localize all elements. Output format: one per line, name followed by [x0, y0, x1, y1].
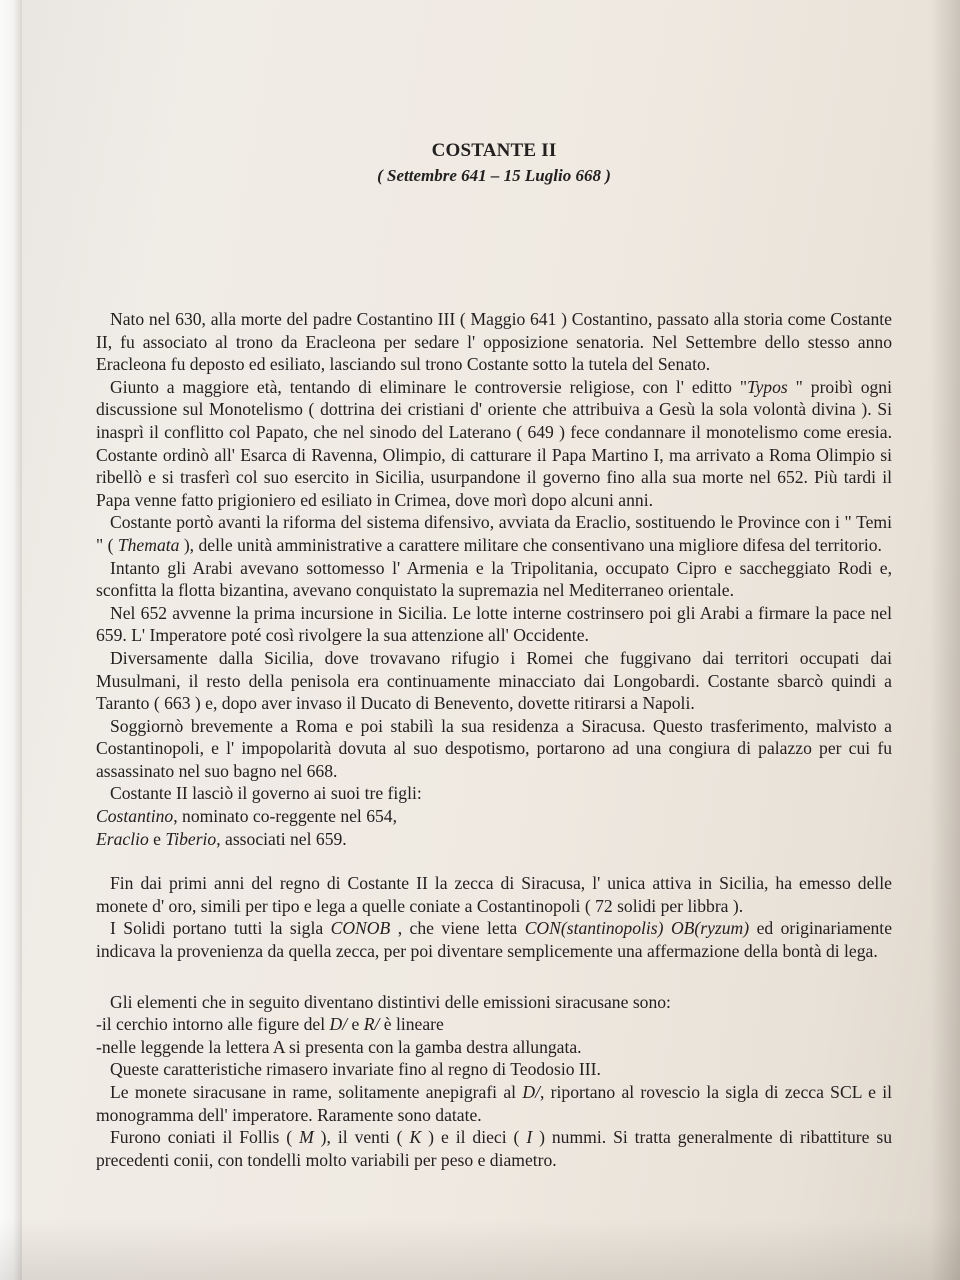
paragraph-9 — [96, 805, 892, 828]
paragraph-1: Nato nel 630, alla morte del padre Costantino III ( Maggio 641 ) Costantino, passato alla storia come Costante II, fu associato al trono da Eracleona per sedare l' opposizione senatoria. Nel Settembre dello stesso anno Eracleona fu deposto ed esiliato, lasciando sul trono Costante sotto la tutela del Senato. — [96, 309, 892, 375]
paragraph-10 — [96, 828, 892, 851]
paragraph-2 — [96, 376, 892, 512]
paragraph-14-part-e: è lineare — [379, 1014, 444, 1035]
page-binding — [0, 0, 22, 1280]
heir-eraclio: Eraclio — [96, 828, 149, 849]
page-bottom-shadow — [0, 1220, 960, 1280]
text-body — [96, 308, 892, 1171]
heir-conjunction: e — [148, 828, 166, 849]
paragraph-15: -nelle leggende la lettera A si presenta con la gamba destra allungata. — [96, 1036, 582, 1057]
paragraph-7: Soggiornò brevemente a Roma e poi stabilì la sua residenza a Siracusa. Questo trasferimento, malvisto a Costantinopoli, e l' impopolarità dovuta al suo despotismo, portarono ad una congiura di palazzo per cui fu assassinato nel suo bagno nel 668. — [96, 715, 892, 781]
paragraph-18 — [96, 1126, 892, 1171]
paragraph-3-part-a: Costante portò avanti la riforma del sistema difensivo, avviata da Eraclio, sostituendo le Province con i " Temi " ( — [96, 512, 892, 555]
page-edge-shadow — [930, 0, 960, 1280]
paragraph-17-part-a: Le monete siracusane in rame, solitamente anepigrafi al — [110, 1082, 523, 1102]
paragraph-18-part-e: ) e il dieci ( — [421, 1127, 527, 1148]
paragraph-17 — [96, 1081, 892, 1126]
paragraph-12-part-a: I Solidi portano tutti la sigla — [110, 918, 331, 939]
paragraph-3-themata: Themata — [117, 534, 180, 555]
page-content — [96, 140, 892, 1171]
heir-tiberio: Tiberio — [165, 828, 217, 849]
paragraph-18-part-g: ) nummi. Si tratta generalmente di ribattiture su precedenti conii, con tondelli molto variabili per peso e diametro. — [96, 1127, 892, 1170]
heir-costantino: Costantino — [96, 806, 174, 827]
paragraph-5: Nel 652 avvenne la prima incursione in Sicilia. Le lotte interne costrinsero poi gli Arabi a firmare la pace nel 659. L' Imperatore poté così rivolgere la sua attenzione all' Occidente. — [96, 602, 892, 646]
paragraph-12-part-c: , che viene letta — [390, 918, 525, 939]
paragraph-17-part-c: , riportano al rovescio la sigla di zecca SCL e il monogramma dell' imperatore. Raramente sono datate. — [96, 1082, 892, 1125]
paragraph-14-part-c: e — [347, 1014, 364, 1035]
paragraph-2-typos: Typos — [747, 376, 788, 397]
paragraph-4: Intanto gli Arabi avevano sottomesso l' Armenia e la Tripolitania, occupato Cipro e saccheggiato Rodi e, sconfitta la flotta bizantina, avevano conquistato la supremazia nel Mediterraneo orientale. — [96, 557, 892, 601]
paragraph-6: Diversamente dalla Sicilia, dove trovavano rifugio i Romei che fuggivano dai territori occupati dai Musulmani, il resto della penisola era continuamente minacciato dai Longobardi. Costante sbarcò quindi a Taranto ( 663 ) e, dopo aver invaso il Ducato di Benevento, dovette ritirarsi a Napoli. — [96, 647, 892, 714]
follis-mark: M — [299, 1127, 314, 1148]
paragraph-3-part-c: ), delle unità amministrative a carattere militare che consentivano una migliore difesa del territorio. — [179, 534, 882, 555]
heir-eraclio-tiberio-note: , associati nel 659. — [216, 828, 347, 849]
paragraph-16: Queste caratteristiche rimasero invariate fino al regno di Teodosio III. — [110, 1059, 601, 1080]
paragraph-12-part-e: ed originariamente indicava la provenienza da quella zecca, per poi diventare semplicemente una affermazione della bontà di lega. — [96, 918, 893, 962]
obverse-abbrev: D/ — [329, 1014, 348, 1035]
venti-mark: K — [409, 1127, 422, 1148]
paragraph-11: Fin dai primi anni del regno di Costante II la zecca di Siracusa, l' unica attiva in Sicilia, ha emesso delle monete d' oro, simili per tipo e lega a quelle coniate a Costantinopoli ( 72 solidi per libbra ). — [96, 873, 892, 916]
paragraph-18-part-c: ), il venti ( — [313, 1127, 410, 1148]
sigla-reading: CON(stantinopolis) OB(ryzum) — [524, 918, 750, 939]
reverse-abbrev: R/ — [363, 1014, 380, 1035]
paragraph-13: Gli elementi che in seguito diventano distintivi delle emissioni siracusane sono: — [110, 991, 671, 1012]
page-title: COSTANTE II — [431, 140, 557, 161]
paragraph-12 — [96, 917, 892, 962]
paragraph-14 — [96, 1013, 892, 1036]
obverse-abbrev-2: D/ — [522, 1082, 540, 1102]
sigla-conob: CONOB — [330, 918, 391, 939]
paragraph-2-part-c: " proibì ogni discussione sul Monotelismo ( dottrina dei cristiani d' oriente che attribuiva a Gesù la sola volontà divina ). Si inasprì il conflitto col Papato, che nel sinodo del Laterano ( 649 ) fece condannare il monotelismo come eresia. Costante ordinò all' Esarca di Ravenna, Olimpio, di catturare il Papa Martino I, ma arrivato a Roma Olimpio si ribellò e si trasferì col suo esercito in Sicilia, usurpandone il governo fino alla sua morte nel 652. Più tardi il Papa venne fatto prigioniero ed esiliato in Crimea, dove morì dopo alcuni anni. — [96, 376, 892, 510]
paragraph-3 — [96, 511, 892, 556]
heir-costantino-note: , nominato co-reggente nel 654, — [173, 806, 397, 827]
paragraph-18-part-a: Furono coniati il Follis ( — [110, 1127, 300, 1148]
page-subtitle: ( Settembre 641 – 15 Luglio 668 ) — [377, 166, 611, 185]
dieci-mark: I — [526, 1127, 533, 1148]
paragraph-2-part-a: Giunto a maggiore età, tentando di eliminare le controversie religiose, con l' editto " — [110, 376, 748, 397]
paragraph-8: Costante II lasciò il governo ai suoi tre figli: — [110, 783, 422, 804]
paragraph-14-part-a: -il cerchio intorno alle figure del — [96, 1014, 330, 1035]
